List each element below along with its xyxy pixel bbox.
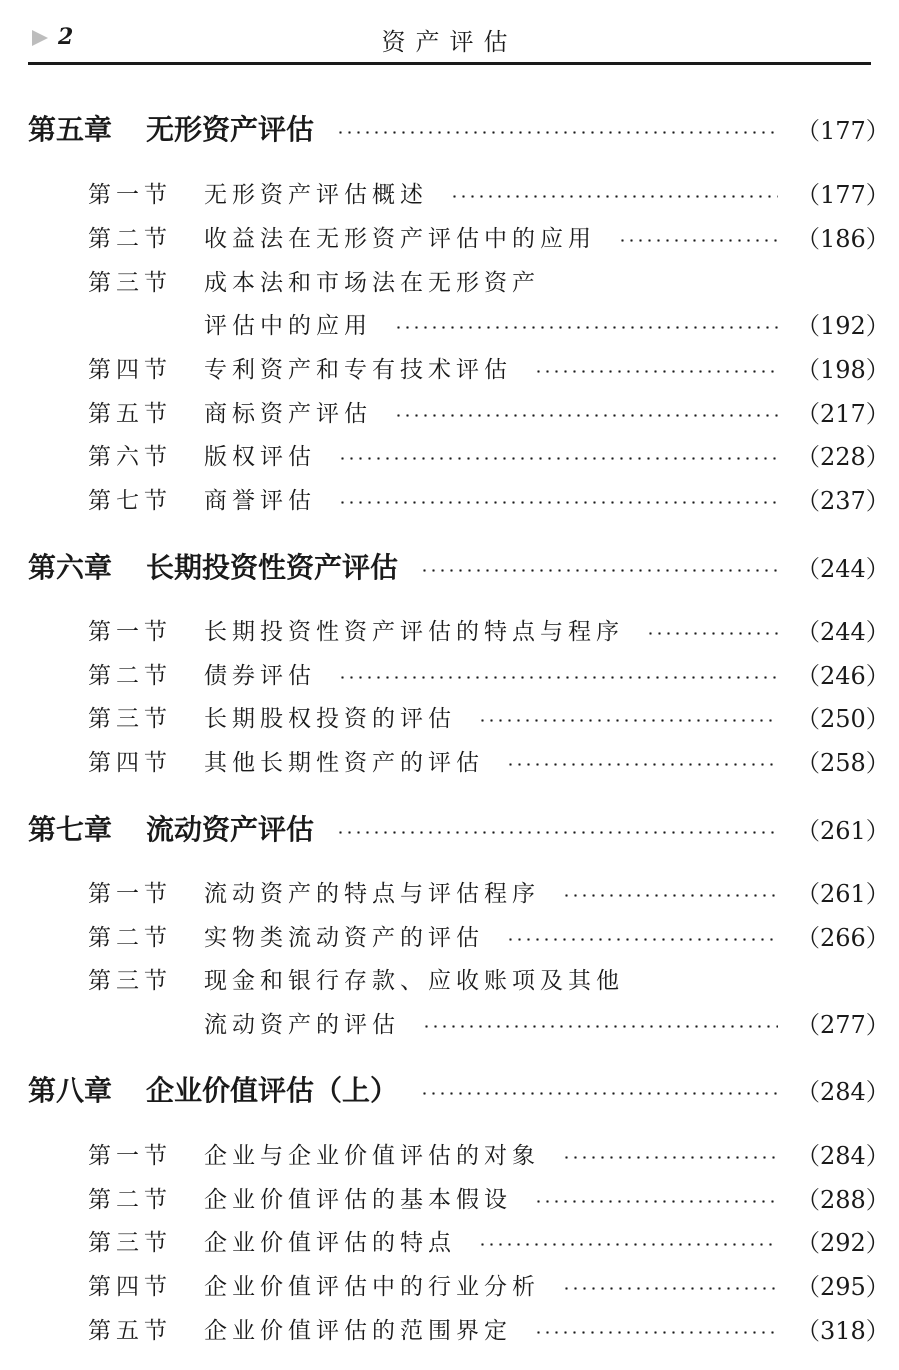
section-label: 第五节 [88,1317,172,1344]
section-label: 第一节 [88,880,172,907]
toc-entry-title: 流动资产评估 [146,813,315,846]
toc-entry-title: 评估中的应用 [204,312,372,339]
toc-entry-title: 现金和银行存款、应收账项及其他 [204,967,624,994]
toc-entry-title: 企业价值评估的特点 [204,1229,456,1256]
section-label: 第一节 [88,181,172,208]
chapter-label: 第六章 [28,551,113,584]
section-label: 第四节 [88,356,172,383]
section-label: 第二节 [88,924,172,951]
chapter-label: 第七章 [28,813,113,846]
toc-page-number: （261） [796,816,890,845]
toc-page-number: （258） [796,748,890,777]
toc-page-number: （198） [796,355,890,384]
toc-chapter-row[interactable] [28,108,890,148]
page-header [28,18,871,65]
section-label: 第一节 [88,1142,172,1169]
toc-entry-title: 收益法在无形资产评估中的应用 [204,225,596,252]
section-label: 第一节 [88,618,172,645]
toc-entry-title: 实物类流动资产的评估 [204,924,484,951]
section-label: 第三节 [88,269,172,296]
dot-leader [562,1156,778,1159]
dot-leader [338,501,778,504]
toc-section-row[interactable] [28,478,890,518]
toc-page-number: （318） [796,1316,890,1345]
toc-section-row[interactable] [28,1264,890,1304]
toc-section-row[interactable] [28,915,890,955]
toc-page-number: （261） [796,879,890,908]
toc-entry-title: 长期投资性资产评估 [146,551,399,584]
dot-leader [394,414,778,417]
toc-section-row[interactable] [28,1133,890,1173]
toc-section-row[interactable] [28,1308,890,1348]
toc-page-number: （244） [796,554,890,583]
toc-section-row[interactable] [28,216,890,256]
toc-page-number: （277） [796,1010,890,1039]
toc-page-number: （177） [796,116,890,145]
dot-leader [450,195,778,198]
section-label: 第三节 [88,705,172,732]
toc-page-number: （288） [796,1185,890,1214]
dot-leader [506,763,778,766]
dot-leader [646,632,778,635]
dot-leader [336,831,778,834]
chapter-label: 第八章 [28,1074,113,1107]
dot-leader [420,1092,778,1095]
dot-leader [338,457,778,460]
dot-leader [394,326,778,329]
dot-leader [478,719,778,722]
toc-page-number: （295） [796,1272,890,1301]
toc-section-row[interactable] [28,1002,890,1042]
section-label: 第二节 [88,1186,172,1213]
section-label: 第七节 [88,487,172,514]
toc-section-row[interactable] [28,1220,890,1260]
toc-entry-title: 长期股权投资的评估 [204,705,456,732]
dot-leader [420,569,778,572]
section-label: 第五节 [88,400,172,427]
section-label: 第三节 [88,1229,172,1256]
section-label: 第四节 [88,1273,172,1300]
toc-entry-title: 企业价值评估（上） [146,1074,399,1107]
toc-page-number: （217） [796,399,890,428]
dot-leader [336,131,778,134]
section-label: 第六节 [88,443,172,470]
toc-page-number: （244） [796,617,890,646]
dot-leader [534,1331,778,1334]
toc-entry-title: 流动资产的特点与评估程序 [204,880,540,907]
book-title: 资产评估 [381,28,518,56]
toc-section-row[interactable] [28,303,890,343]
toc-entry-title: 商誉评估 [204,487,316,514]
toc-section-row[interactable] [28,696,890,736]
toc-entry-title: 商标资产评估 [204,400,372,427]
toc-page-number: （292） [796,1228,890,1257]
toc-page-number: （237） [796,486,890,515]
toc-section-row[interactable] [28,653,890,693]
toc-section-row[interactable] [28,434,890,474]
toc-section-row[interactable] [28,172,890,212]
dot-leader [422,1025,778,1028]
toc-page-number: （284） [796,1141,890,1170]
toc-page-number: （192） [796,311,890,340]
toc-entry-title: 企业价值评估的基本假设 [204,1186,512,1213]
section-label: 第二节 [88,225,172,252]
section-label: 第二节 [88,662,172,689]
page-number-text: 2 [58,24,74,50]
toc-entry-title: 债券评估 [204,662,316,689]
toc-entry-title: 成本法和市场法在无形资产 [204,269,540,296]
section-label: 第三节 [88,967,172,994]
toc-page-number: （266） [796,923,890,952]
toc-section-row[interactable] [28,1177,890,1217]
chapter-label: 第五章 [28,113,113,146]
toc-chapter-row[interactable] [28,1069,890,1109]
toc-page-number: （228） [796,442,890,471]
toc-page-number: （284） [796,1077,890,1106]
toc-entry-title: 专利资产和专有技术评估 [204,356,512,383]
toc-page-number: （246） [796,661,890,690]
toc-section-row[interactable] [28,260,868,300]
toc-page-number: （186） [796,224,890,253]
dot-leader [534,1200,778,1203]
dot-leader [562,1287,778,1290]
toc-entry-title: 版权评估 [204,443,316,470]
toc-entry-title: 长期投资性资产评估的特点与程序 [204,618,624,645]
toc-entry-title: 企业价值评估的范围界定 [204,1317,512,1344]
toc-chapter-row[interactable] [28,546,890,586]
toc-entry-title: 流动资产的评估 [204,1011,400,1038]
toc-page-number: （250） [796,704,890,733]
toc-entry-title: 企业价值评估中的行业分析 [204,1273,540,1300]
dot-leader [338,676,778,679]
toc-page-number: （177） [796,180,890,209]
toc-entry-title: 其他长期性资产的评估 [204,749,484,776]
toc-section-row[interactable] [28,958,868,998]
toc-entry-title: 无形资产评估 [146,113,315,146]
dot-leader [618,239,778,242]
dot-leader [506,938,778,941]
dot-leader [562,894,778,897]
section-label: 第四节 [88,749,172,776]
toc-section-row[interactable] [28,391,890,431]
toc-entry-title: 企业与企业价值评估的对象 [204,1142,540,1169]
toc-chapter-row[interactable] [28,808,890,848]
toc-section-row[interactable] [28,740,890,780]
dot-leader [534,370,778,373]
dot-leader [478,1243,778,1246]
toc-section-row[interactable] [28,609,890,649]
toc-entry-title: 无形资产评估概述 [204,181,428,208]
toc-section-row[interactable] [28,871,890,911]
toc-section-row[interactable] [28,347,890,387]
